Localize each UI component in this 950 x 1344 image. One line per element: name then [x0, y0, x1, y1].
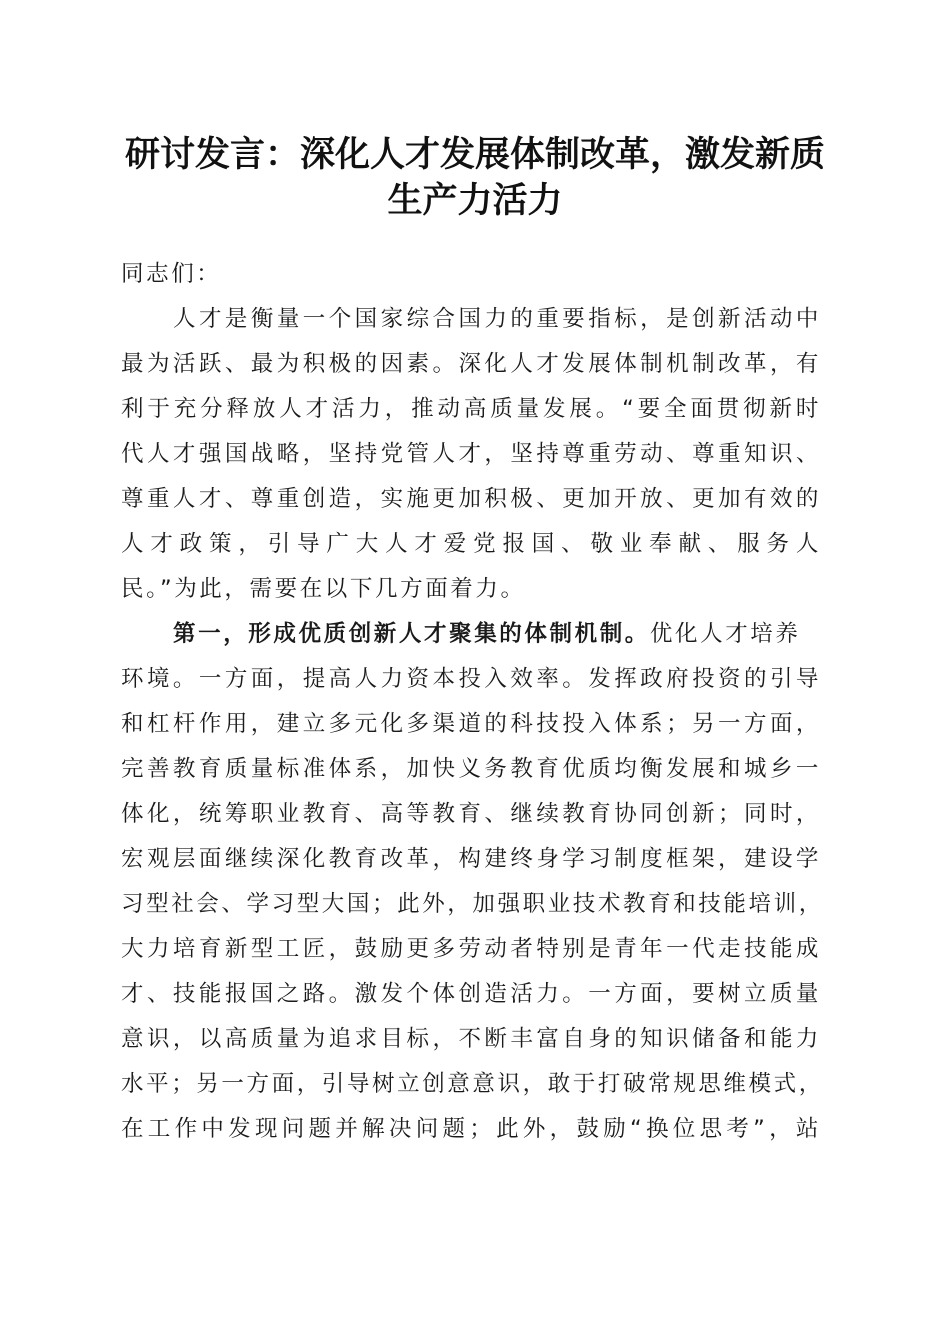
paragraph-line: 最为活跃、最为积极的因素。深化人才发展体制机制改革，有 [121, 351, 821, 377]
paragraph-line: 环境。一方面，提高人力资本投入效率。发挥政府投资的引导 [121, 666, 821, 692]
paragraph-line: 人才政策，引导广大人才爱党报国、敬业奉献、服务人 [121, 531, 821, 557]
paragraph-line: 完善教育质量标准体系，加快义务教育优质均衡发展和城乡一 [121, 756, 821, 782]
paragraph-line: 和杠杆作用，建立多元化多渠道的科技投入体系；另一方面， [121, 711, 821, 737]
paragraph-line: 意识，以高质量为追求目标，不断丰富自身的知识储备和能力 [121, 1026, 821, 1052]
paragraph-intro [121, 297, 821, 612]
title-line-1: 研讨发言：深化人才发展体制改革，激发新质 [124, 134, 825, 175]
paragraph-line: 人才是衡量一个国家综合国力的重要指标，是创新活动中 [173, 306, 821, 332]
paragraph-line: 体化，统筹职业教育、高等教育、继续教育协同创新；同时， [121, 801, 821, 827]
paragraph-line: 利于充分释放人才活力，推动高质量发展。“要全面贯彻新时 [121, 396, 821, 422]
paragraph-line: 大力培育新型工匠，鼓励更多劳动者特别是青年一代走技能成 [121, 936, 821, 962]
paragraph-line [121, 612, 821, 657]
paragraph-line: 才、技能报国之路。激发个体创造活力。一方面，要树立质量 [121, 981, 821, 1007]
paragraph-first-point [121, 612, 824, 1152]
document-title [100, 132, 850, 224]
paragraph-line: 在工作中发现问题并解决问题；此外，鼓励“换位思考”，站 [121, 1116, 821, 1142]
paragraph-line: 水平；另一方面，引导树立创意意识，敢于打破常规思维模式， [121, 1071, 824, 1097]
document-body [121, 252, 824, 1152]
paragraph-line: 尊重人才、尊重创造，实施更加积极、更加开放、更加有效的 [121, 486, 821, 512]
paragraph-line: 民。”为此，需要在以下几方面着力。 [121, 576, 526, 602]
paragraph-line: 习型社会、学习型大国；此外，加强职业技术教育和技能培训， [121, 891, 824, 917]
paragraph-line: 代人才强国战略，坚持党管人才，坚持尊重劳动、尊重知识、 [121, 441, 821, 467]
heading-line-rest: 优化人才培养 [649, 621, 801, 647]
paragraph-line: 宏观层面继续深化教育改革，构建终身学习制度框架，建设学 [121, 846, 821, 872]
section-heading: 第一，形成优质创新人才聚集的体制机制。 [173, 621, 650, 647]
title-line-2: 生产力活力 [387, 180, 563, 221]
salutation: 同志们： [121, 261, 222, 287]
